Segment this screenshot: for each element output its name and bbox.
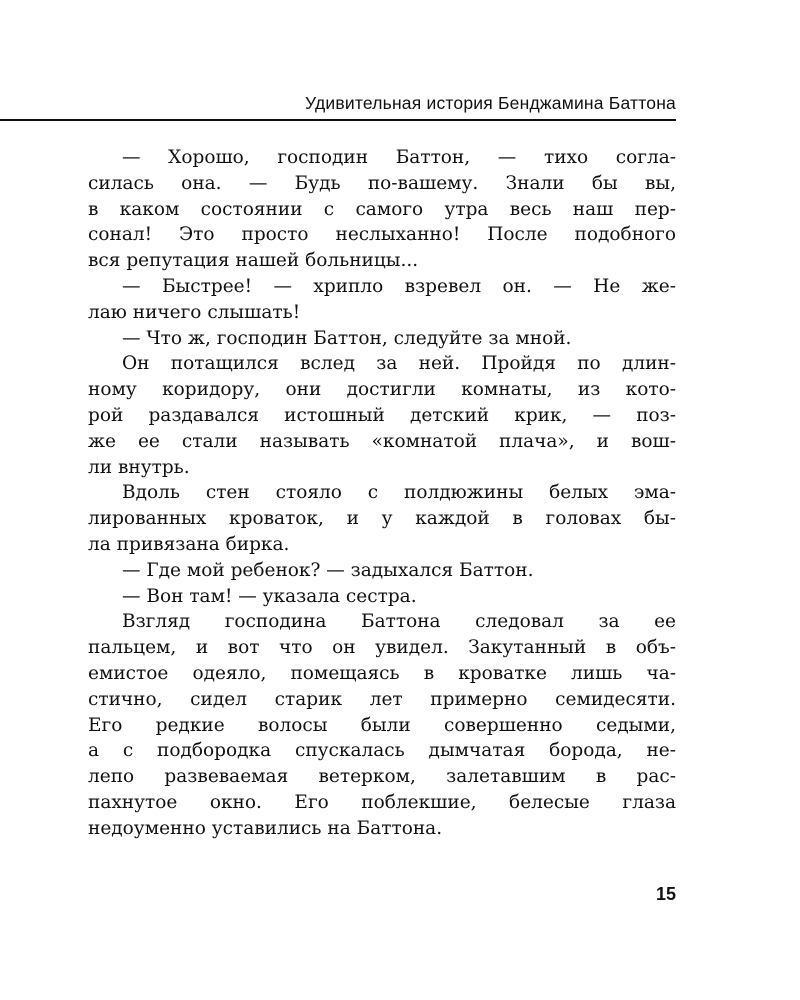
text-line: ла привязана бирка. bbox=[88, 533, 290, 555]
text-line: — Хорошо, господин Баттон, — тихо согла- bbox=[122, 147, 676, 168]
text-line: пахнутое окно. Его поблекшие, белесые глаза bbox=[88, 791, 676, 813]
text-line: а с подбородка спускалась дымчатая борода, не- bbox=[88, 740, 676, 762]
text-line: вся репутация нашей больницы... bbox=[88, 250, 419, 272]
text-line: недоуменно уставились на Баттона. bbox=[88, 817, 443, 839]
text-line: пальцем, и вот что он увидел. Закутанный в объ- bbox=[88, 637, 676, 659]
text-line: ли внутрь. bbox=[88, 456, 190, 478]
text-line: в каком состоянии с самого утра весь наш пер- bbox=[88, 198, 676, 220]
text-line: рой раздавался истошный детский крик, — поз- bbox=[88, 404, 676, 426]
body-text bbox=[88, 145, 676, 842]
running-header-title: Удивительная история Бенджамина Баттона bbox=[305, 93, 676, 113]
text-line: Его редкие волосы были совершенно седыми, bbox=[88, 714, 676, 736]
text-line: Взгляд господина Баттона следовал за ее bbox=[122, 611, 676, 633]
text-line: Вдоль стен стояло с полдюжины белых эма- bbox=[122, 482, 676, 504]
text-line: силась она. — Будь по-вашему. Знали бы вы, bbox=[88, 172, 676, 194]
text-line: емистое одеяло, помещаясь в кроватке лишь ча- bbox=[88, 662, 676, 684]
text-line: стично, сидел старик лет примерно семидесяти. bbox=[88, 688, 676, 710]
text-line: же ее стали называть «комнатой плача», и вош- bbox=[88, 430, 676, 452]
text-line: сонал! Это просто неслыханно! После подобного bbox=[88, 224, 676, 246]
text-line: — Где мой ребенок? — задыхался Баттон. bbox=[122, 559, 534, 581]
page-number: 15 bbox=[655, 884, 676, 904]
text-line: лаю ничего слышать! bbox=[88, 301, 301, 323]
text-line: лированных кроваток, и у каждой в головах бы- bbox=[88, 508, 676, 530]
text-line: — Быстрее! — хрипло взревел он. — Не же- bbox=[122, 275, 676, 297]
text-line: — Что ж, господин Баттон, следуйте за мной. bbox=[122, 327, 572, 349]
text-line: Он потащился вслед за ней. Пройдя по длин- bbox=[122, 353, 676, 375]
header-rule bbox=[0, 119, 676, 121]
text-line: лепо развеваемая ветерком, залетавшим в рас- bbox=[88, 766, 676, 788]
text-line: ному коридору, они достигли комнаты, из кото- bbox=[88, 379, 676, 401]
text-line: — Вон там! — указала сестра. bbox=[122, 585, 417, 607]
